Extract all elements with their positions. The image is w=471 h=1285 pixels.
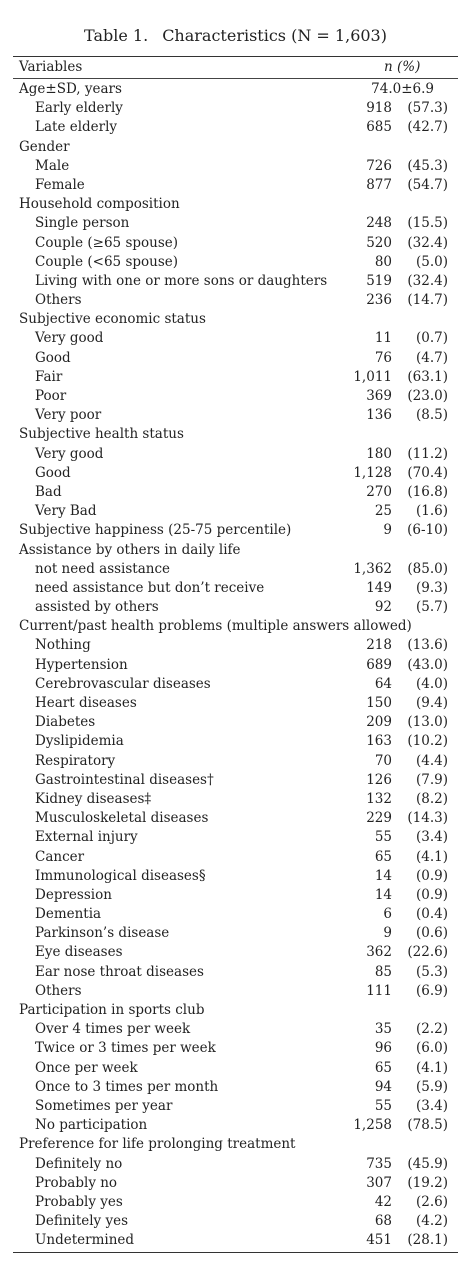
row-label: Gender (19, 138, 70, 155)
row-count: 1,258 (353, 1117, 392, 1134)
row-label: Sometimes per year (35, 1097, 173, 1114)
row-label: Respiratory (35, 752, 116, 769)
table-row (13, 1231, 458, 1250)
row-percent: (9.3) (415, 579, 448, 596)
row-count: 180 (366, 445, 392, 462)
row-percent: (45.3) (407, 157, 448, 174)
row-count: 42 (374, 1193, 392, 1210)
row-label: Very Bad (35, 503, 97, 520)
row-count: 735 (366, 1155, 392, 1172)
row-label: Definitely no (35, 1155, 123, 1172)
row-label: Depression (35, 886, 112, 903)
row-count: 1,128 (353, 464, 392, 481)
row-count: 307 (366, 1174, 392, 1191)
row-percent: (32.4) (407, 272, 448, 289)
row-label: Subjective happiness (25-75 percentile) (19, 522, 292, 539)
row-label: Heart diseases (35, 695, 137, 711)
table-section-row (13, 521, 458, 540)
row-label: Cancer (35, 848, 85, 865)
row-count: 520 (366, 234, 392, 251)
row-label: Probably no (35, 1174, 118, 1191)
row-percent: (6.9) (415, 982, 448, 999)
table-row (13, 1155, 458, 1174)
row-label: Single person (35, 215, 130, 232)
row-percent: (85.0) (407, 560, 448, 577)
table-row (13, 828, 458, 847)
row-percent: (70.4) (407, 464, 448, 481)
row-label: not need assistance (35, 560, 171, 577)
row-percent: (8.2) (415, 790, 448, 807)
row-count: 65 (374, 1059, 392, 1076)
row-count: 94 (374, 1078, 392, 1095)
row-percent: (42.7) (407, 119, 448, 136)
row-count: 451 (366, 1232, 392, 1249)
header-n-percent: n (%) (384, 59, 421, 75)
row-percent: (10.2) (407, 733, 448, 750)
table-section-row (13, 617, 458, 636)
table-row (13, 924, 458, 943)
row-percent: (13.6) (407, 637, 448, 654)
row-label: Nothing (35, 637, 91, 654)
row-count: 136 (366, 407, 392, 424)
table-row (13, 406, 458, 425)
table-row (13, 636, 458, 655)
row-label: assisted by others (35, 599, 159, 616)
row-count: 126 (366, 771, 392, 788)
table-row (13, 982, 458, 1001)
row-count: 149 (366, 579, 392, 596)
table-section-row (13, 425, 458, 444)
row-percent: (3.4) (415, 829, 448, 846)
row-percent: (14.7) (407, 292, 448, 309)
table-row (13, 771, 458, 790)
row-label: Parkinson’s disease (35, 925, 170, 942)
row-percent: (8.5) (415, 407, 448, 424)
table-row (13, 1059, 458, 1078)
table-row (13, 329, 458, 348)
row-count: 362 (366, 944, 392, 961)
table-row (13, 502, 458, 521)
row-percent: (13.0) (407, 714, 448, 731)
row-percent: (54.7) (407, 176, 448, 193)
row-percent: (78.5) (407, 1117, 448, 1134)
row-count: 25 (374, 503, 392, 520)
table-number: Table 1. (84, 26, 149, 45)
row-percent: (7.9) (415, 771, 448, 788)
table-row (13, 176, 458, 195)
table-section-row (13, 310, 458, 329)
row-label: Couple (≥65 spouse) (35, 234, 179, 251)
header-rule (13, 78, 458, 79)
row-count: 14 (374, 886, 392, 903)
row-label: Very good (35, 330, 104, 347)
row-percent: (5.7) (415, 599, 448, 616)
table-section-row (13, 1001, 458, 1020)
row-percent: (15.5) (407, 215, 448, 232)
row-label: Undetermined (35, 1232, 135, 1249)
row-label: No participation (35, 1117, 148, 1134)
table-caption (13, 26, 458, 46)
table-row (13, 579, 458, 598)
row-label: Once to 3 times per month (35, 1078, 219, 1095)
row-label: Eye diseases (35, 944, 123, 961)
row-percent: (4.1) (415, 848, 448, 865)
row-percent: (0.6) (415, 925, 448, 942)
table-body (13, 80, 458, 1250)
row-percent: (6-10) (407, 522, 448, 539)
table-row (13, 118, 458, 137)
row-count: 11 (374, 330, 392, 347)
row-percent: (63.1) (407, 368, 448, 385)
row-label: Hypertension (35, 656, 128, 673)
row-count: 76 (374, 349, 392, 366)
row-percent: (9.4) (415, 695, 448, 711)
row-label: Kidney diseases‡ (35, 790, 152, 807)
table-section-row (13, 1135, 458, 1154)
table-row (13, 368, 458, 387)
table-row (13, 943, 458, 962)
row-count: 96 (374, 1040, 392, 1057)
table-row (13, 886, 458, 905)
row-count: 877 (366, 176, 392, 193)
row-label: Late elderly (35, 119, 118, 136)
row-label: Participation in sports club (19, 1002, 205, 1018)
row-count: 270 (366, 483, 392, 500)
row-percent: (6.0) (415, 1040, 448, 1057)
row-count: 92 (374, 599, 392, 616)
row-percent: (4.0) (415, 675, 448, 692)
table-row (13, 349, 458, 368)
row-count: 35 (374, 1021, 392, 1038)
row-count: 9 (383, 925, 392, 942)
table-row (13, 387, 458, 406)
row-label: Preference for life prolonging treatment (19, 1136, 296, 1153)
row-label: Others (35, 292, 82, 309)
table-row (13, 1020, 458, 1039)
row-percent: (0.4) (415, 906, 448, 923)
row-percent: (0.7) (415, 330, 448, 347)
row-count: 209 (366, 714, 392, 731)
row-percent: (28.1) (407, 1232, 448, 1249)
row-percent: (4.7) (415, 349, 448, 366)
row-count: 65 (374, 848, 392, 865)
row-label: Cerebrovascular diseases (35, 675, 211, 692)
row-label: Musculoskeletal diseases (35, 810, 209, 827)
row-count: 55 (374, 1097, 392, 1114)
row-label: Fair (35, 368, 63, 385)
row-count: 14 (374, 867, 392, 884)
table-row (13, 1193, 458, 1212)
row-percent: (45.9) (407, 1155, 448, 1172)
row-percent: (14.3) (407, 810, 448, 827)
table-row (13, 675, 458, 694)
row-label: Good (35, 464, 71, 481)
table-section-row (13, 195, 458, 214)
row-percent: (4.2) (415, 1213, 448, 1230)
row-count: 519 (366, 272, 392, 289)
row-label: Female (35, 176, 85, 193)
row-label: Couple (<65 spouse) (35, 253, 179, 270)
row-label: Once per week (35, 1059, 138, 1076)
row-label: Poor (35, 388, 67, 404)
row-count: 236 (366, 292, 392, 309)
row-percent: (5.9) (415, 1078, 448, 1095)
row-count: 80 (374, 253, 392, 270)
row-percent: (5.0) (415, 253, 448, 270)
table-row (13, 560, 458, 579)
table-row (13, 732, 458, 751)
row-count: 70 (374, 752, 392, 769)
row-label: Twice or 3 times per week (35, 1040, 216, 1057)
table-section-row (13, 80, 458, 99)
row-count: 726 (366, 157, 392, 174)
row-label: Subjective economic status (19, 311, 206, 328)
table-row (13, 752, 458, 771)
table-row (13, 445, 458, 464)
row-count: 150 (366, 695, 392, 711)
table-row (13, 867, 458, 886)
table-row (13, 1174, 458, 1193)
row-count: 132 (366, 790, 392, 807)
row-percent: (0.9) (415, 867, 448, 884)
row-label: Others (35, 982, 82, 999)
row-label: Age±SD, years (19, 81, 122, 97)
row-label: Gastrointestinal diseases† (35, 771, 214, 788)
row-count: 111 (366, 982, 392, 999)
table-row (13, 963, 458, 982)
row-percent: (5.3) (415, 963, 448, 980)
row-label: Over 4 times per week (35, 1021, 191, 1038)
row-count: 369 (366, 388, 392, 404)
row-label: Definitely yes (35, 1213, 129, 1230)
row-label: Ear nose throat diseases (35, 963, 204, 980)
table-row (13, 694, 458, 713)
row-label: Household composition (19, 196, 180, 213)
row-count: 6 (383, 906, 392, 923)
row-percent: (43.0) (407, 656, 448, 673)
row-label: Current/past health problems (multiple answers allowed) (19, 618, 412, 635)
table-row (13, 1078, 458, 1097)
table-row (13, 713, 458, 732)
row-count: 248 (366, 215, 392, 232)
table-row (13, 464, 458, 483)
row-percent: (22.6) (407, 944, 448, 961)
row-label: Very good (35, 445, 104, 462)
row-label: Diabetes (35, 714, 96, 731)
row-percent: (4.4) (415, 752, 448, 769)
table-row (13, 291, 458, 310)
table-row (13, 234, 458, 253)
table-row (13, 214, 458, 233)
table-row (13, 809, 458, 828)
row-count: 685 (366, 119, 392, 136)
table-row (13, 1212, 458, 1231)
top-rule (13, 56, 458, 57)
row-percent: (4.1) (415, 1059, 448, 1076)
row-count: 9 (383, 522, 392, 539)
row-count: 918 (366, 100, 392, 117)
table-row (13, 157, 458, 176)
row-label: External injury (35, 829, 138, 846)
row-percent: (57.3) (407, 100, 448, 117)
row-label: Probably yes (35, 1193, 123, 1210)
row-label: Subjective health status (19, 426, 184, 443)
table-row (13, 656, 458, 675)
row-value: 74.0±6.9 (371, 81, 434, 97)
row-count: 218 (366, 637, 392, 654)
row-label: Dementia (35, 906, 102, 923)
row-percent: (0.9) (415, 886, 448, 903)
table-row (13, 848, 458, 867)
table-row (13, 253, 458, 272)
row-percent: (16.8) (407, 483, 448, 500)
row-count: 85 (374, 963, 392, 980)
row-count: 1,011 (353, 368, 392, 385)
row-label: Early elderly (35, 100, 123, 117)
bottom-rule (13, 1252, 458, 1253)
table-row (13, 1097, 458, 1116)
row-count: 64 (374, 675, 392, 692)
row-label: Very poor (35, 407, 102, 424)
table-title: Characteristics (N = 1,603) (162, 26, 387, 45)
table-row (13, 483, 458, 502)
row-count: 689 (366, 656, 392, 673)
table-row (13, 598, 458, 617)
row-count: 1,362 (353, 560, 392, 577)
table-row (13, 905, 458, 924)
row-label: Assistance by others in daily life (19, 541, 241, 558)
row-count: 68 (374, 1213, 392, 1230)
row-percent: (32.4) (407, 234, 448, 251)
row-count: 55 (374, 829, 392, 846)
row-label: Living with one or more sons or daughters (35, 272, 328, 289)
row-percent: (23.0) (407, 388, 448, 404)
row-label: Male (35, 157, 70, 174)
row-label: Bad (35, 483, 62, 500)
table-row (13, 272, 458, 291)
row-label: need assistance but don’t receive (35, 579, 265, 596)
table-section-row (13, 541, 458, 560)
table-row (13, 790, 458, 809)
row-percent: (2.2) (415, 1021, 448, 1038)
row-label: Good (35, 349, 71, 366)
row-count: 229 (366, 810, 392, 827)
table-row (13, 1039, 458, 1058)
row-count: 163 (366, 733, 392, 750)
table-row (13, 99, 458, 118)
table-row (13, 1116, 458, 1135)
row-label: Immunological diseases§ (35, 867, 206, 884)
header-variables: Variables (19, 59, 83, 75)
table-header (13, 58, 458, 77)
row-percent: (19.2) (407, 1174, 448, 1191)
row-percent: (3.4) (415, 1097, 448, 1114)
row-percent: (1.6) (415, 503, 448, 520)
row-percent: (2.6) (415, 1193, 448, 1210)
table-section-row (13, 138, 458, 157)
row-percent: (11.2) (407, 445, 448, 462)
row-label: Dyslipidemia (35, 733, 124, 750)
